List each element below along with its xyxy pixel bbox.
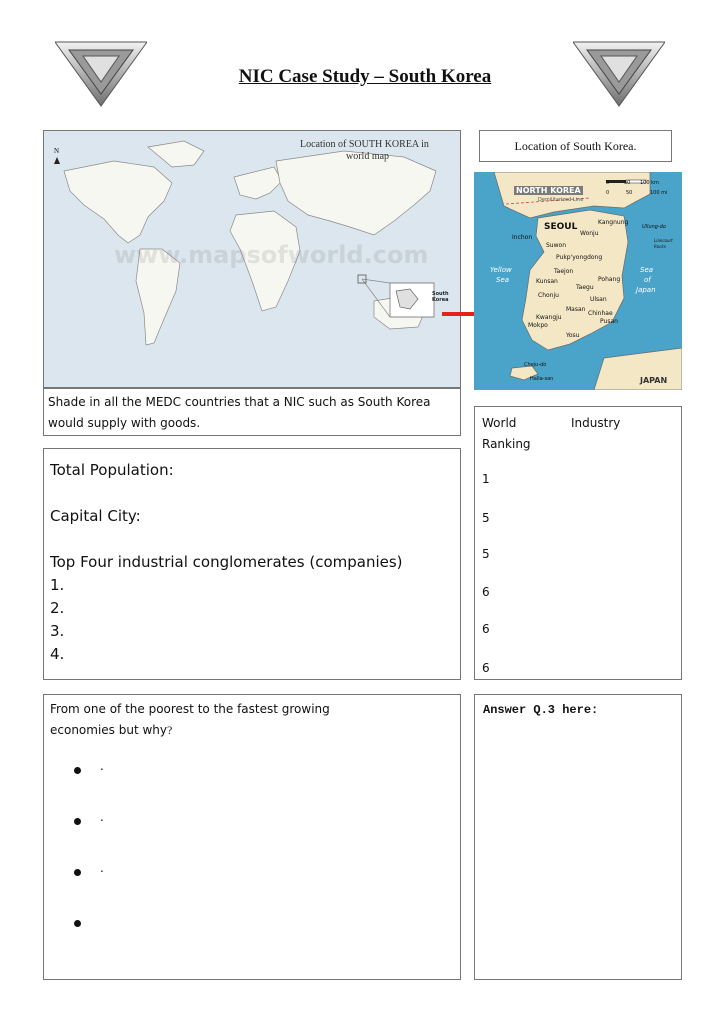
korea-label-yosu: Yosu — [566, 332, 580, 339]
korea-map-box — [474, 172, 682, 390]
ranking-col-industry: Industry — [571, 416, 621, 430]
answer-label: Answer Q.3 here: — [483, 703, 599, 717]
ranking-box — [474, 406, 682, 680]
korea-label-suwon: Suwon — [546, 242, 566, 249]
chevron-logo-left — [55, 40, 147, 108]
growth-bullet-3[interactable] — [44, 861, 460, 912]
conglomerate-item-2: 2. — [50, 599, 65, 617]
korea-label-scale-0: 0 — [606, 180, 610, 186]
korea-label-chejudo: Cheju-do — [524, 362, 547, 368]
korea-label-sea-of-japan-1: Sea — [640, 266, 654, 274]
korea-label-incheon: Inchon — [512, 234, 533, 241]
ranking-col-world: World Ranking — [482, 416, 531, 451]
korea-label-wonju: Wonju — [580, 230, 599, 237]
chevron-logo-right — [573, 40, 665, 108]
growth-bullet-text-3: . — [100, 861, 104, 875]
korea-label-japan: JAPAN — [640, 376, 668, 385]
korea-label-ulleung: Ullung-do — [642, 224, 666, 230]
ranking-value-1: 1 — [482, 472, 490, 486]
facts-box[interactable] — [43, 448, 461, 680]
location-caption: Location of South Korea. — [514, 139, 637, 153]
korea-label-pyeongchang: Pukp'yongdong — [556, 254, 603, 261]
korea-label-kwangju: Kwangju — [536, 314, 562, 321]
korea-label-gangneung: Kangnung — [598, 219, 629, 226]
ranking-value-6: 6 — [482, 661, 490, 675]
korea-label-taejon: Taejon — [554, 268, 574, 275]
korea-label-pohang: Pohang — [598, 276, 621, 283]
korea-label-chonju: Chonju — [538, 292, 559, 299]
korea-label-scale-0b: 0 — [606, 190, 610, 196]
capital-city-label: Capital City: — [50, 507, 141, 525]
growth-question-line-1: From one of the poorest to the fastest growing — [50, 702, 330, 716]
growth-bullet-4[interactable] — [44, 912, 460, 963]
korea-label-scale-100km: 100 km — [640, 180, 659, 186]
world-map-north: N — [54, 147, 60, 155]
growth-bullet-1[interactable] — [44, 759, 460, 810]
korea-label-chinhae: Chinhae — [588, 310, 613, 317]
korea-label-hallasan: Halla-san — [530, 376, 554, 382]
korea-label-liancourt: Liancourt Rocks — [654, 238, 673, 249]
conglomerates-label: Top Four industrial conglomerates (companies) — [50, 553, 403, 571]
korea-label-pusan: Pusan — [600, 318, 618, 325]
growth-bullet-text-2: . — [100, 810, 104, 824]
location-caption-box — [479, 130, 672, 162]
bullet-icon — [74, 920, 81, 927]
bullet-icon — [74, 767, 81, 774]
korea-label-yellow-sea-2: Sea — [496, 276, 510, 284]
answer-box[interactable] — [474, 694, 682, 980]
world-map-box — [43, 130, 461, 388]
ranking-value-2: 5 — [482, 511, 490, 525]
total-population-label: Total Population: — [50, 461, 174, 479]
korea-label-scale-50b: 50 — [626, 190, 633, 196]
growth-question-text — [44, 695, 460, 741]
korea-label-seoul: SEOUL — [544, 222, 578, 232]
korea-label-sea-of-japan-2: of — [644, 276, 651, 284]
korea-label-ulsan: Ulsan — [590, 296, 607, 303]
korea-label-yellow-sea-1: Yellow — [490, 266, 512, 274]
conglomerate-item-3: 3. — [50, 622, 65, 640]
korea-label-north-korea: NORTH KOREA — [516, 186, 581, 195]
growth-bullet-2[interactable] — [44, 810, 460, 861]
question-mark: ? — [167, 723, 173, 737]
world-map-inset-label: South Korea — [432, 291, 449, 303]
korea-label-scale-100mi: 100 mi — [650, 190, 668, 196]
growth-question-box[interactable] — [43, 694, 461, 980]
growth-question-line-2 — [50, 720, 454, 741]
growth-question-line-2-text: economies but why — [50, 723, 168, 737]
growth-bullet-text-1: . — [100, 759, 104, 773]
conglomerate-item-1: 1. — [50, 576, 65, 594]
korea-label-masan: Masan — [566, 306, 586, 313]
shade-instructions-text: Shade in all the MEDC countries that a NIC such as South Korea would supply with goods. — [48, 395, 431, 430]
world-map-watermark: www.mapsofworld.com — [114, 241, 429, 269]
ranking-value-3: 5 — [482, 547, 490, 561]
ranking-value-4: 6 — [482, 585, 490, 599]
page-title: NIC Case Study – South Korea — [238, 66, 492, 87]
north-arrow-icon — [54, 157, 60, 164]
bullet-icon — [74, 869, 81, 876]
shade-instructions-box — [43, 388, 461, 436]
korea-label-sea-of-japan-3: Japan — [636, 286, 656, 294]
korea-label-taegu: Taegu — [576, 284, 594, 291]
ranking-value-5: 6 — [482, 622, 490, 636]
world-map-title-2: world map — [346, 151, 390, 162]
growth-bullet-list — [44, 759, 460, 963]
korea-label-scale-50: 50 — [624, 180, 631, 186]
korea-label-mokpo: Mokpo — [528, 322, 548, 329]
korea-label-kunsan: Kunsan — [536, 278, 558, 285]
korea-label-dmz: Demilitarized Line — [538, 197, 584, 203]
conglomerate-item-4: 4. — [50, 645, 65, 663]
world-map-title-1: Location of SOUTH KOREA in — [300, 139, 429, 150]
bullet-icon — [74, 818, 81, 825]
